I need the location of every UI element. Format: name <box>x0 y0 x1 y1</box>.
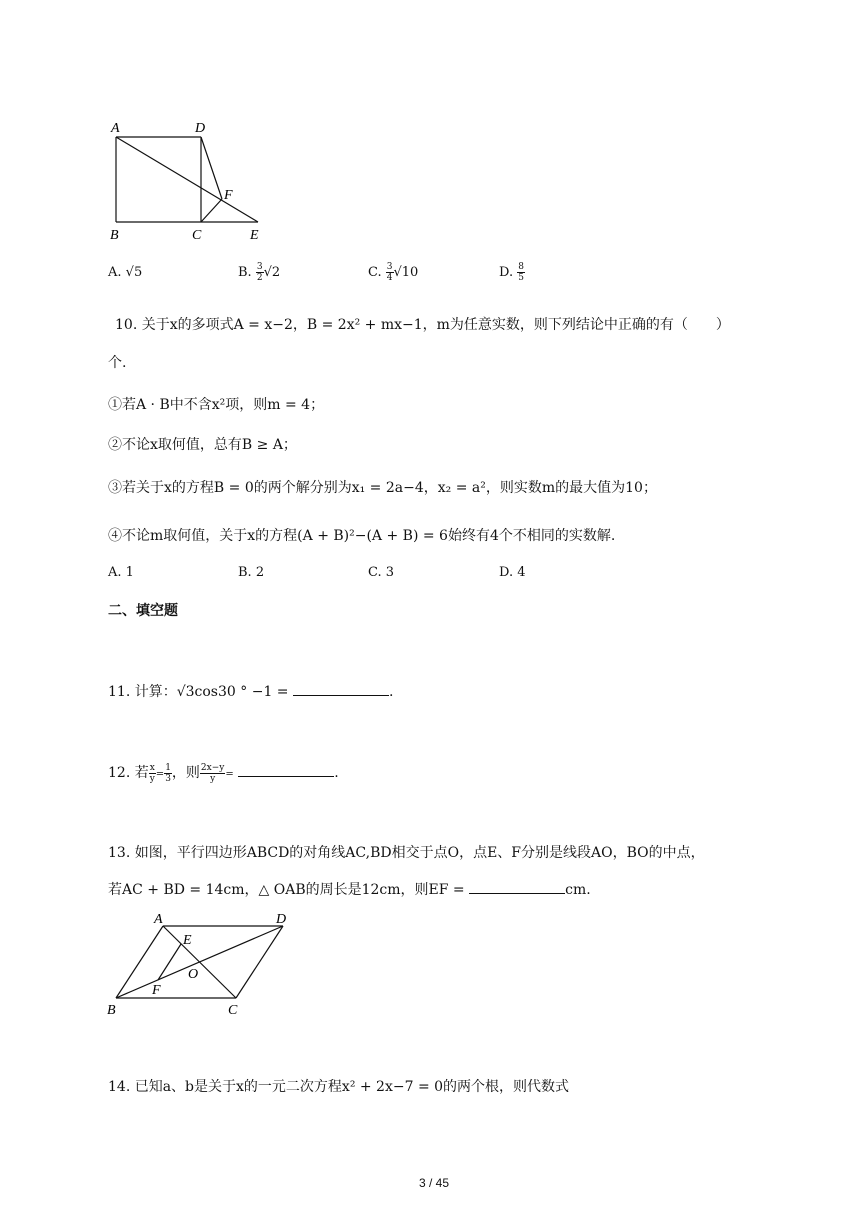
q10-statement-3: ③若关于x的方程B = 0的两个解分别为x₁ = 2a−4，x₂ = a²，则实数m的最大值为10； <box>108 480 657 496</box>
q12-answer-blank[interactable] <box>238 762 334 777</box>
q9-b-num: 3 <box>256 262 263 272</box>
fig1-label-a: A <box>111 121 120 136</box>
q9-option-a-letter: A. <box>108 265 122 280</box>
fig1-label-d: D <box>195 121 206 136</box>
q12-frac-one-third <box>164 763 172 784</box>
q9-d-den: 5 <box>518 273 524 283</box>
q12 <box>108 762 339 784</box>
q11-answer-blank[interactable] <box>293 681 389 696</box>
q12-period: . <box>334 765 339 781</box>
q12-frac2-den: 3 <box>165 773 171 784</box>
q12-mid: ，则 <box>171 765 200 781</box>
fig1-label-f: F <box>224 188 233 203</box>
q12-frac-xy <box>149 763 156 784</box>
q11 <box>108 681 393 701</box>
fig2-label-f: F <box>152 983 161 998</box>
fig2-label-o: O <box>188 967 199 982</box>
q10-stem-line1: 10. 关于x的多项式A = x−2，B = 2x² + mx−1，m为任意实数，则下列结论中正确的有（ ） <box>115 317 730 333</box>
q9-c-den: 4 <box>386 273 393 283</box>
fig2-label-d: D <box>276 912 287 927</box>
q13-line2 <box>108 879 591 899</box>
fig2-label-a: A <box>154 912 163 927</box>
q12-frac1-den: y <box>149 773 155 784</box>
fig1-seg-cf <box>201 199 222 222</box>
q13-line1: 13. 如图，平行四边形ABCD的对角线AC,BD相交于点O，点E、F分别是线段AO，BO的中点， <box>108 845 705 861</box>
q9-option-d-letter: D. <box>499 265 514 280</box>
q13-answer-blank[interactable] <box>469 879 565 894</box>
q9-option-a <box>108 265 142 280</box>
q10-statement-1: ①若A · B中不含x²项，则m = 4； <box>108 397 325 413</box>
q10-option-b: B. 2 <box>238 565 265 580</box>
q9-option-b-letter: B. <box>238 265 252 280</box>
fig1-label-e: E <box>250 228 259 243</box>
q9-option-a-value: √5 <box>125 265 143 280</box>
fig2-seg-dc <box>236 926 283 998</box>
q10-option-a: A. 1 <box>108 565 134 580</box>
q12-eq: = <box>155 769 165 780</box>
fig1-seg-ae <box>116 137 258 222</box>
section-heading: 二、填空题 <box>108 603 178 619</box>
figure-parallelogram-abcd <box>100 908 300 1020</box>
fig2-label-c: C <box>228 1003 238 1018</box>
fig2-label-b: B <box>107 1003 116 1018</box>
q14-stem: 14. 已知a、b是关于x的一元二次方程x² + 2x−7 = 0的两个根，则代数式 <box>108 1079 570 1095</box>
q9-option-c-fraction <box>386 262 394 283</box>
fig1-label-c: C <box>192 228 202 243</box>
q12-frac2-num: 1 <box>165 762 171 773</box>
q9-option-c <box>368 262 418 283</box>
q10-statement-2: ②不论x取何值，总有B ≥ A； <box>108 437 297 453</box>
page-number: 3 / 45 <box>418 1176 450 1190</box>
q12-frac3-num: 2x−y <box>200 762 225 773</box>
q9-option-d <box>499 262 525 283</box>
q9-option-b-fraction <box>256 262 264 283</box>
fig2-seg-bd <box>116 926 283 998</box>
q13-unit: cm. <box>565 882 591 898</box>
q12-eq2: = <box>225 769 234 780</box>
q9-b-root: √2 <box>263 265 281 280</box>
q12-frac-expr <box>200 763 225 784</box>
q9-c-root: √10 <box>393 265 419 280</box>
fig1-label-b: B <box>110 228 119 243</box>
q10-option-c: C. 3 <box>368 565 395 580</box>
q10-statement-4: ④不论m取何值，关于x的方程(A + B)²−(A + B) = 6始终有4个不相同的实数解. <box>108 528 616 544</box>
fig2-label-e: E <box>183 933 192 948</box>
q9-option-b <box>238 262 280 283</box>
q9-d-num: 8 <box>518 262 524 272</box>
q9-b-den: 2 <box>256 273 263 283</box>
q10-stem-line2: 个. <box>108 355 127 371</box>
figure-square-abcd <box>100 115 280 245</box>
q9-c-num: 3 <box>386 262 393 272</box>
q12-frac3-den: y <box>210 773 216 784</box>
q13-line2-text: 若AC + BD = 14cm，△ OAB的周长是12cm，则EF = <box>108 882 465 898</box>
q9-option-d-fraction <box>517 262 525 283</box>
q9-option-c-letter: C. <box>368 265 382 280</box>
q12-prefix: 12. 若 <box>108 765 149 781</box>
q12-frac1-num: x <box>149 762 155 773</box>
q11-period: . <box>388 684 394 700</box>
q11-text: 11. 计算：√3cos30 ° −1 = <box>108 684 289 700</box>
q10-option-d: D. 4 <box>499 565 526 580</box>
